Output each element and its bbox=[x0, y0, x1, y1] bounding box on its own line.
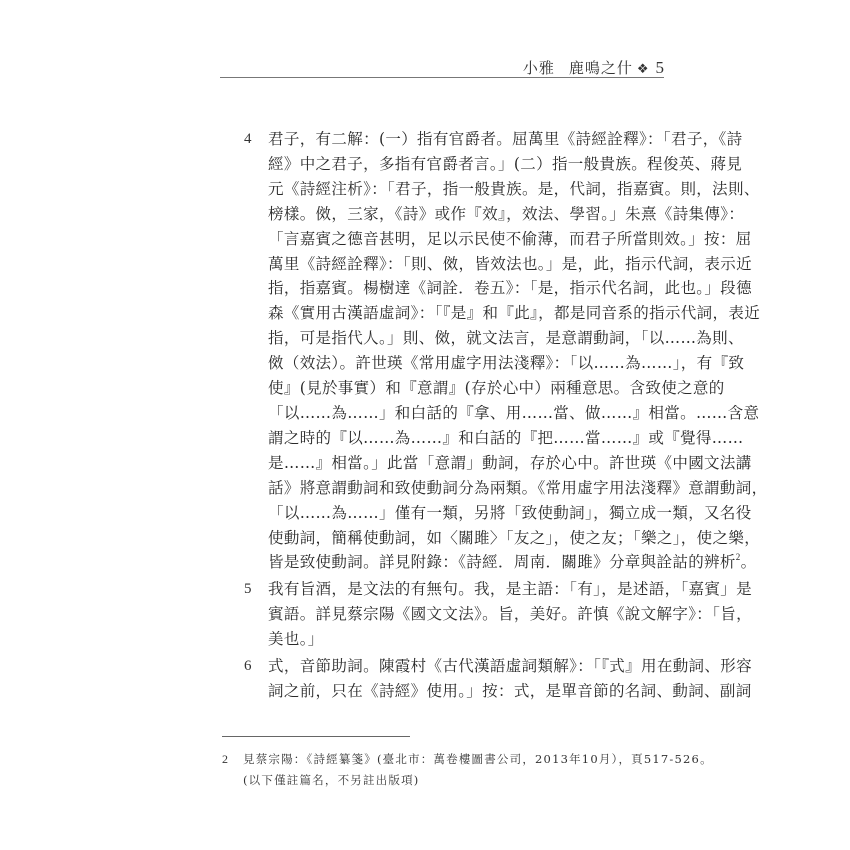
footnote-line: 見蔡宗陽：《詩經纂箋》(臺北市：萬卷樓圖書公司，2013年10月），頁517-526。 bbox=[243, 752, 713, 766]
footnote-reference-2[interactable]: 2 bbox=[735, 552, 741, 563]
note-line: 詞之前，只在《詩經》使用。」按：式，是單音節的名詞、動詞、副詞 bbox=[268, 681, 752, 700]
note-line: 是……』相當。」此當「意謂」動詞，存於心中。許世瑛《中國文法講 bbox=[268, 453, 752, 472]
annotation-note-5 bbox=[244, 577, 752, 652]
note-number: 5 bbox=[244, 581, 252, 598]
note-line-tail: 。 bbox=[740, 553, 757, 572]
footnote-2 bbox=[222, 749, 713, 791]
note-line: 「言嘉賓之德音甚明，足以示民使不偷薄，而君子所當則效。」按：屈 bbox=[268, 229, 752, 248]
note-line: 我有旨酒，是文法的有無句。我，是主語：「有」，是述語，「嘉賓」是 bbox=[268, 580, 752, 599]
note-number: 6 bbox=[244, 658, 252, 675]
note-number: 4 bbox=[244, 131, 252, 147]
page-number: 5 bbox=[655, 58, 664, 77]
note-line: 式，音節助詞。陳霞村《古代漢語虛詞類解》：「『式』用在動詞、形容 bbox=[268, 657, 752, 676]
footnote-line: (以下僅註篇名，不另註出版項) bbox=[243, 773, 420, 787]
header-title: 鹿鳴之什 bbox=[568, 59, 633, 77]
note-line: 萬里《詩經詮釋》：「則、傚，皆效法也。」是，此，指示代詞，表示近 bbox=[268, 254, 752, 273]
note-line-last bbox=[268, 550, 757, 575]
note-line-text: 皆是致使動詞。詳見附錄：《詩經．周南．關雎》分章與詮詁的辨析 bbox=[268, 553, 736, 572]
note-line: 使動詞，簡稱使動詞，如〈關雎〉「友之」，使之友；「樂之」，使之樂， bbox=[268, 528, 761, 547]
note-line: 話》將意謂動詞和致使動詞分為兩類。《常用虛字用法淺釋》意謂動詞， bbox=[268, 478, 768, 497]
note-line: 森《實用古漢語虛詞》：「『是』和『此』，都是同音系的指示代詞，表近 bbox=[268, 304, 761, 323]
annotation-note-6 bbox=[244, 654, 752, 704]
note-line: 元《詩經注析》：「君子，指一般貴族。是，代詞，指嘉賓。則，法則、 bbox=[268, 179, 760, 198]
note-line: 使』(見於事實）和『意謂』(存於心中）兩種意思。含致使之意的 bbox=[268, 379, 725, 398]
note-line: 謂之時的『以……為……』和白話的『把……當……』或『覺得…… bbox=[268, 428, 744, 447]
annotation-list bbox=[244, 127, 768, 706]
note-line: 「以……為……」和白話的『拿、用……當、做……』相當。……含意 bbox=[268, 403, 760, 422]
footnote-rule bbox=[222, 736, 410, 737]
note-line: 君子，有二解：(一）指有官爵者。屈萬里《詩經詮釋》：「君子，《詩 bbox=[268, 130, 743, 148]
note-line: 經》中之君子，多指有官爵者言。」(二）指一般貴族。程俊英、蔣見 bbox=[268, 154, 743, 173]
header-rule bbox=[220, 77, 664, 78]
note-line: 榜樣。傚，三家，《詩》或作『效』，效法、學習。」朱熹《詩集傳》： bbox=[268, 204, 745, 223]
note-line: 傚（效法）。許世瑛《常用虛字用法淺釋》：「以……為……」，有『致 bbox=[268, 354, 745, 373]
annotation-note-4 bbox=[244, 127, 768, 575]
note-line: 賓語。詳見蔡宗陽《國文文法》。旨，美好。許慎《說文解字》：「旨， bbox=[268, 605, 752, 624]
note-line: 「以……為……」僅有一類，另將「致使動詞」，獨立成一類，又名役 bbox=[268, 503, 752, 522]
note-line: 指，指嘉賓。楊樹達《詞詮．卷五》：「是，指示代名詞，此也。」段德 bbox=[268, 279, 752, 298]
ornament-icon: ❖ bbox=[636, 62, 650, 77]
footnote-number: 2 bbox=[222, 752, 228, 766]
note-line: 指，可是指代人。」則、傚，就文法言，是意謂動詞，「以……為則、 bbox=[268, 329, 744, 348]
header-section: 小雅 bbox=[522, 59, 555, 77]
note-line: 美也。」 bbox=[268, 630, 324, 649]
